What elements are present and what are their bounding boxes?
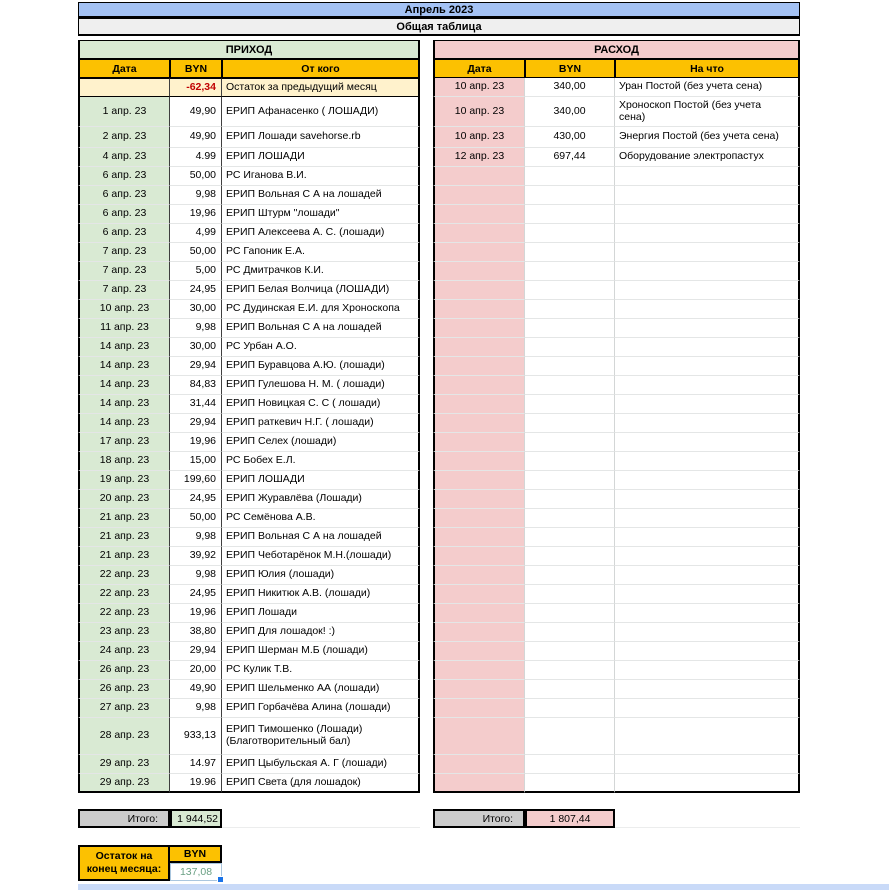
column-gap [420,680,433,699]
expense-what-cell[interactable] [615,357,800,376]
column-gap [420,718,433,755]
expense-date-cell[interactable] [433,680,525,699]
income-date-cell[interactable]: 22 апр. 23 [78,566,170,585]
income-date-cell[interactable]: 19 апр. 23 [78,471,170,490]
income-from-cell[interactable]: ЕРИП ЛОШАДИ [222,471,420,490]
expense-amount-cell[interactable] [525,623,615,642]
expense-date-cell[interactable] [433,224,525,243]
expense-amount-cell[interactable] [525,471,615,490]
column-gap [420,205,433,224]
closing-balance-amount: 137,08 [179,866,213,878]
income-amount-cell[interactable]: 9,98 [170,699,222,718]
income-from-cell[interactable]: РС Урбан А.О. [222,338,420,357]
income-date-cell[interactable]: 26 апр. 23 [78,661,170,680]
expense-amount-cell[interactable]: 697,44 [525,148,615,167]
income-amount-cell[interactable]: 29,94 [170,357,222,376]
expense-date-cell[interactable] [433,281,525,300]
income-amount-cell[interactable]: 49,90 [170,97,222,127]
income-date-cell[interactable]: 2 апр. 23 [78,127,170,148]
expense-date-cell[interactable]: 10 апр. 23 [433,97,525,127]
expense-amount-cell[interactable] [525,661,615,680]
expense-what-cell[interactable] [615,718,800,755]
spacer [78,793,800,809]
column-gap [420,509,433,528]
column-gap [420,699,433,718]
closing-balance-value[interactable] [170,863,222,881]
column-gap [420,604,433,623]
expense-date-cell[interactable] [433,205,525,224]
income-amount-cell[interactable]: 29,94 [170,414,222,433]
income-date-cell[interactable]: 23 апр. 23 [78,623,170,642]
column-gap [420,59,433,78]
expense-what-cell[interactable] [615,623,800,642]
income-from-cell[interactable]: ЕРИП ЛОШАДИ [222,148,420,167]
expense-what-cell[interactable] [615,376,800,395]
expense-what-cell[interactable] [615,471,800,490]
expense-amount-cell[interactable] [525,300,615,319]
income-from-header[interactable]: От кого [222,59,420,78]
expense-amount-cell[interactable] [525,490,615,509]
expense-what-cell[interactable] [615,300,800,319]
expense-what-cell[interactable] [615,585,800,604]
income-date-cell[interactable]: 6 апр. 23 [78,224,170,243]
income-amount-cell[interactable]: 84,83 [170,376,222,395]
income-from-cell[interactable]: ЕРИП Алексеева А. С. (лошади) [222,224,420,243]
expense-amount-cell[interactable] [525,452,615,471]
expense-date-cell[interactable] [433,774,525,793]
column-gap [420,547,433,566]
expense-amount-cell[interactable] [525,433,615,452]
expense-date-cell[interactable] [433,414,525,433]
column-gap [420,395,433,414]
income-date-cell[interactable]: 14 апр. 23 [78,376,170,395]
income-from-cell[interactable]: ЕРИП Лошади [222,604,420,623]
expense-what-cell[interactable] [615,661,800,680]
expense-what-cell[interactable] [615,319,800,338]
income-from-cell[interactable]: ЕРИП Света (для лошадок) [222,774,420,793]
income-amount-cell[interactable]: 19,96 [170,205,222,224]
column-gap [420,319,433,338]
income-date-cell[interactable]: 7 апр. 23 [78,281,170,300]
income-from-cell[interactable]: ЕРИП Никитюк А.В. (лошади) [222,585,420,604]
expense-section-header[interactable]: РАСХОД [433,40,800,59]
income-date-header[interactable]: Дата [78,59,170,78]
expense-amount-cell[interactable] [525,509,615,528]
income-amount-cell[interactable]: 9,98 [170,319,222,338]
income-from-cell[interactable]: ЕРИП Гулешова Н. М. ( лошади) [222,376,420,395]
expense-amount-cell[interactable] [525,585,615,604]
income-date-cell[interactable]: 27 апр. 23 [78,699,170,718]
expense-what-header[interactable]: На что [615,59,800,78]
expense-what-cell[interactable] [615,433,800,452]
expense-what-cell[interactable] [615,604,800,623]
income-from-cell[interactable]: ЕРИП Вольная С А на лошадей [222,528,420,547]
income-amount-cell[interactable]: 15,00 [170,452,222,471]
expense-amount-cell[interactable] [525,604,615,623]
income-total-value[interactable]: 1 944,52 [170,809,222,828]
income-date-cell[interactable]: 10 апр. 23 [78,300,170,319]
expense-what-cell[interactable]: Уран Постой (без учета сена) [615,78,800,97]
income-date-cell[interactable]: 18 апр. 23 [78,452,170,471]
income-from-cell[interactable]: РС Дудинская Е.И. для Хроноскопа [222,300,420,319]
income-date-cell[interactable] [78,78,170,97]
spacer [78,828,800,845]
income-date-cell[interactable]: 21 апр. 23 [78,528,170,547]
column-gap [420,623,433,642]
income-section-header[interactable]: ПРИХОД [78,40,420,59]
expense-date-cell[interactable] [433,566,525,585]
expense-amount-cell[interactable] [525,281,615,300]
income-from-cell[interactable]: ЕРИП Новицкая С. С ( лошади) [222,395,420,414]
income-from-cell[interactable]: РС Дмитрачков К.И. [222,262,420,281]
column-gap [420,78,433,97]
column-gap [420,148,433,167]
income-amount-cell[interactable]: 199,60 [170,471,222,490]
income-from-cell[interactable]: ЕРИП Для лошадок! :) [222,623,420,642]
column-gap [420,433,433,452]
income-total-label[interactable]: Итого: [78,809,170,828]
income-amount-cell[interactable]: 30,00 [170,338,222,357]
expense-date-cell[interactable] [433,585,525,604]
income-from-cell[interactable]: ЕРИП Шерман М.Б (лошади) [222,642,420,661]
expense-total-label[interactable]: Итого: [433,809,525,828]
income-amount-cell[interactable]: 19,96 [170,604,222,623]
closing-balance-label[interactable]: Остаток на конец месяца: [78,845,170,881]
expense-what-cell[interactable] [615,205,800,224]
expense-amount-cell[interactable] [525,262,615,281]
expense-what-cell[interactable] [615,186,800,205]
table-title-cell[interactable]: Общая таблица [78,19,800,36]
income-date-cell[interactable]: 14 апр. 23 [78,414,170,433]
income-from-cell[interactable]: ЕРИП Вольная С А на лошадей [222,319,420,338]
column-gap [420,642,433,661]
expense-date-cell[interactable] [433,300,525,319]
income-date-cell[interactable]: 24 апр. 23 [78,642,170,661]
expense-amount-cell[interactable] [525,528,615,547]
expense-date-cell[interactable] [433,490,525,509]
income-date-cell[interactable]: 26 апр. 23 [78,680,170,699]
expense-what-cell[interactable] [615,281,800,300]
income-from-cell[interactable]: ЕРИП Юлия (лошади) [222,566,420,585]
income-date-cell[interactable]: 21 апр. 23 [78,509,170,528]
income-from-cell[interactable]: ЕРИП Шельменко АА (лошади) [222,680,420,699]
income-date-cell[interactable]: 6 апр. 23 [78,205,170,224]
income-from-cell[interactable]: РС Бобех Е.Л. [222,452,420,471]
column-gap [420,281,433,300]
income-from-cell[interactable]: Остаток за предыдущий месяц [222,78,420,97]
column-gap [420,528,433,547]
expense-what-cell[interactable] [615,509,800,528]
income-date-cell[interactable]: 14 апр. 23 [78,357,170,376]
expense-date-cell[interactable] [433,452,525,471]
income-date-cell[interactable]: 6 апр. 23 [78,167,170,186]
expense-amount-cell[interactable]: 340,00 [525,97,615,127]
income-date-cell[interactable]: 29 апр. 23 [78,755,170,774]
column-gap [420,167,433,186]
income-date-cell[interactable]: 6 апр. 23 [78,186,170,205]
expense-what-cell[interactable] [615,395,800,414]
income-amount-cell[interactable]: 50,00 [170,167,222,186]
income-from-cell[interactable]: ЕРИП Журавлёва (Лошади) [222,490,420,509]
income-date-cell[interactable]: 20 апр. 23 [78,490,170,509]
expense-date-cell[interactable] [433,755,525,774]
income-from-cell[interactable]: ЕРИП Штурм "лошади" [222,205,420,224]
expense-amount-cell[interactable] [525,376,615,395]
expense-amount-cell[interactable]: 430,00 [525,127,615,148]
spreadsheet-grid [78,2,800,881]
column-gap [420,300,433,319]
expense-what-cell[interactable]: Хроноскоп Постой (без учета сена) [615,97,800,127]
expense-what-cell[interactable] [615,452,800,471]
expense-what-cell[interactable] [615,528,800,547]
income-date-cell[interactable]: 22 апр. 23 [78,585,170,604]
income-from-cell[interactable]: ЕРИП Лошади savehorse.rb [222,127,420,148]
month-title-cell[interactable]: Апрель 2023 [78,2,800,19]
expense-amount-cell[interactable] [525,755,615,774]
expense-amount-cell[interactable] [525,680,615,699]
income-amount-cell[interactable]: 31,44 [170,395,222,414]
expense-what-cell[interactable] [615,490,800,509]
expense-date-cell[interactable] [433,509,525,528]
column-gap [420,376,433,395]
income-from-cell[interactable]: РС Иганова В.И. [222,167,420,186]
expense-date-cell[interactable] [433,357,525,376]
expense-what-cell[interactable] [615,680,800,699]
income-amount-cell[interactable]: 50,00 [170,509,222,528]
column-gap [420,661,433,680]
expense-amount-cell[interactable] [525,319,615,338]
column-gap [420,224,433,243]
expense-what-cell[interactable] [615,167,800,186]
income-from-cell[interactable]: ЕРИП Цыбульская А. Г (лошади) [222,755,420,774]
next-row-highlight [78,884,889,890]
column-gap [420,40,433,59]
column-gap [420,471,433,490]
column-gap [420,243,433,262]
expense-what-cell[interactable] [615,547,800,566]
expense-amount-cell[interactable] [525,699,615,718]
income-from-cell[interactable]: ЕРИП Тимошенко (Лошади)(Благотворительный бал) [222,718,420,755]
expense-what-cell[interactable] [615,699,800,718]
expense-date-cell[interactable] [433,547,525,566]
income-amount-cell[interactable]: 20,00 [170,661,222,680]
expense-date-cell[interactable]: 10 апр. 23 [433,78,525,97]
income-date-cell[interactable]: 7 апр. 23 [78,243,170,262]
expense-date-cell[interactable] [433,243,525,262]
income-amount-cell[interactable]: 933,13 [170,718,222,755]
expense-amount-cell[interactable] [525,774,615,793]
income-amount-cell[interactable]: 29,94 [170,642,222,661]
empty-cell [222,845,800,863]
expense-what-cell[interactable] [615,338,800,357]
expense-date-cell[interactable] [433,319,525,338]
income-from-cell[interactable]: ЕРИП Чеботарёнок М.Н.(лошади) [222,547,420,566]
income-amount-cell[interactable]: 24,95 [170,281,222,300]
income-from-cell[interactable]: ЕРИП Горбачёва Алина (лошади) [222,699,420,718]
income-date-cell[interactable]: 17 апр. 23 [78,433,170,452]
expense-amount-cell[interactable] [525,566,615,585]
expense-amount-cell[interactable] [525,186,615,205]
expense-date-cell[interactable] [433,661,525,680]
expense-amount-cell[interactable] [525,338,615,357]
income-amount-cell[interactable]: 30,00 [170,300,222,319]
income-from-cell[interactable]: РС Кулик Т.В. [222,661,420,680]
income-amount-cell[interactable]: 9,98 [170,566,222,585]
expense-what-cell[interactable] [615,224,800,243]
expense-what-cell[interactable] [615,243,800,262]
income-amount-cell[interactable]: 24,95 [170,490,222,509]
income-byn-header[interactable]: BYN [170,59,222,78]
expense-amount-cell[interactable] [525,414,615,433]
expense-amount-cell[interactable] [525,395,615,414]
expense-amount-cell[interactable] [525,547,615,566]
column-gap [420,338,433,357]
expense-date-cell[interactable] [433,338,525,357]
income-amount-cell[interactable]: 9,98 [170,528,222,547]
closing-balance-currency-header[interactable]: BYN [170,845,222,863]
income-amount-cell[interactable]: 38,80 [170,623,222,642]
expense-date-cell[interactable] [433,395,525,414]
income-from-cell[interactable]: РС Гапоник Е.А. [222,243,420,262]
income-amount-cell[interactable]: 19,96 [170,433,222,452]
expense-date-cell[interactable] [433,528,525,547]
income-amount-cell[interactable]: 24,95 [170,585,222,604]
expense-amount-cell[interactable] [525,224,615,243]
empty-cell[interactable] [222,809,420,828]
expense-date-header[interactable]: Дата [433,59,525,78]
income-amount-cell[interactable]: 39,92 [170,547,222,566]
expense-what-cell[interactable] [615,566,800,585]
column-gap [420,186,433,205]
expense-date-cell[interactable] [433,471,525,490]
expense-date-cell[interactable] [433,604,525,623]
expense-amount-cell[interactable] [525,718,615,755]
income-amount-cell[interactable]: 19.96 [170,774,222,793]
expense-amount-cell[interactable] [525,205,615,224]
income-from-cell[interactable]: ЕРИП Селех (лошади) [222,433,420,452]
income-date-cell[interactable]: 28 апр. 23 [78,718,170,755]
expense-date-cell[interactable]: 12 апр. 23 [433,148,525,167]
income-from-cell[interactable]: ЕРИП Белая Волчица (ЛОШАДИ) [222,281,420,300]
column-gap [420,127,433,148]
income-date-cell[interactable]: 7 апр. 23 [78,262,170,281]
income-from-cell[interactable]: ЕРИП Буравцова А.Ю. (лошади) [222,357,420,376]
expense-amount-cell[interactable] [525,642,615,661]
income-amount-cell[interactable]: 14.97 [170,755,222,774]
expense-amount-cell[interactable] [525,167,615,186]
column-gap [420,452,433,471]
expense-date-cell[interactable] [433,186,525,205]
column-gap [420,357,433,376]
selection-handle[interactable] [217,876,224,883]
expense-date-cell[interactable] [433,699,525,718]
column-gap [420,414,433,433]
empty-cell[interactable] [615,809,800,828]
expense-what-cell[interactable] [615,642,800,661]
income-date-cell[interactable]: 14 апр. 23 [78,338,170,357]
income-date-cell[interactable]: 14 апр. 23 [78,395,170,414]
expense-date-cell[interactable]: 10 апр. 23 [433,127,525,148]
income-amount-cell[interactable]: -62,34 [170,78,222,97]
expense-what-cell[interactable]: Оборудование электропастух [615,148,800,167]
expense-what-cell[interactable] [615,774,800,793]
income-amount-cell[interactable]: 49,90 [170,127,222,148]
expense-what-cell[interactable] [615,414,800,433]
income-amount-cell[interactable]: 50,00 [170,243,222,262]
column-gap [420,774,433,793]
empty-cell [222,863,800,881]
income-from-cell[interactable]: ЕРИП раткевич Н.Г. ( лошади) [222,414,420,433]
expense-date-cell[interactable] [433,718,525,755]
expense-amount-cell[interactable]: 340,00 [525,78,615,97]
column-gap [420,262,433,281]
income-amount-cell[interactable]: 9,98 [170,186,222,205]
income-from-cell[interactable]: ЕРИП Вольная С А на лошадей [222,186,420,205]
expense-date-cell[interactable] [433,642,525,661]
expense-what-cell[interactable] [615,755,800,774]
income-amount-cell[interactable]: 5,00 [170,262,222,281]
expense-what-cell[interactable] [615,262,800,281]
expense-what-cell[interactable]: Энергия Постой (без учета сена) [615,127,800,148]
income-amount-cell[interactable]: 4,99 [170,224,222,243]
income-date-cell[interactable]: 11 апр. 23 [78,319,170,338]
expense-total-value[interactable]: 1 807,44 [525,809,615,828]
income-from-cell[interactable]: ЕРИП Афанасенко ( ЛОШАДИ) [222,97,420,127]
income-date-cell[interactable]: 1 апр. 23 [78,97,170,127]
income-date-cell[interactable]: 4 апр. 23 [78,148,170,167]
income-date-cell[interactable]: 22 апр. 23 [78,604,170,623]
income-date-cell[interactable]: 29 апр. 23 [78,774,170,793]
expense-date-cell[interactable] [433,433,525,452]
expense-date-cell[interactable] [433,623,525,642]
column-gap [420,97,433,127]
income-date-cell[interactable]: 21 апр. 23 [78,547,170,566]
column-gap [420,490,433,509]
column-gap [420,585,433,604]
expense-date-cell[interactable] [433,167,525,186]
income-amount-cell[interactable]: 4.99 [170,148,222,167]
expense-amount-cell[interactable] [525,357,615,376]
expense-amount-cell[interactable] [525,243,615,262]
income-amount-cell[interactable]: 49,90 [170,680,222,699]
expense-byn-header[interactable]: BYN [525,59,615,78]
expense-date-cell[interactable] [433,376,525,395]
column-gap [420,809,433,828]
column-gap [420,755,433,774]
expense-date-cell[interactable] [433,262,525,281]
column-gap [420,566,433,585]
income-from-cell[interactable]: РС Семёнова А.В. [222,509,420,528]
